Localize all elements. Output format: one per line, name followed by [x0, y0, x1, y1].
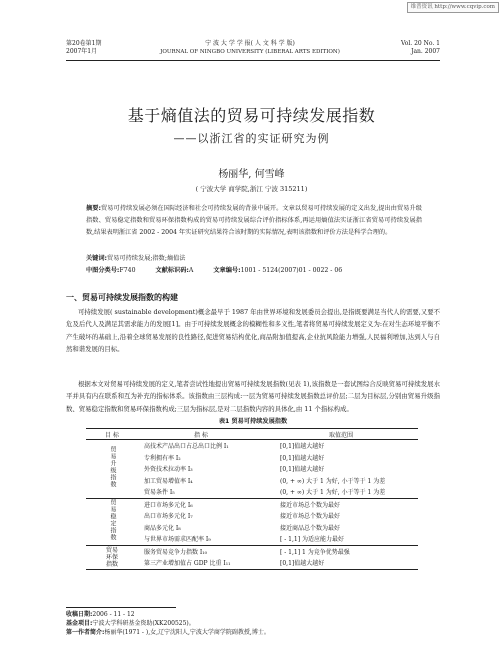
range-cell: [0,1]值越大越好 — [264, 557, 418, 569]
indicator-cell: 商品多元化 I₈ — [144, 524, 181, 532]
abstract-text: 贸易可持续发展必须在国际经济和社会可持续发展的背景中展开。文章以贸易可持续发展的定义出发,提出由贸易升级指数、贸易稳定指数和贸易环保指数构成的贸易可持续发展综合评价指标体系,再运用熵值法实证浙江省贸易可持续发展指数,结果表明浙江省 2002 - 2004 年实证研究结果符合该时期的实际情况,表明该指数和评价方法是科学合理的。 — [86, 205, 422, 236]
keywords — [86, 254, 422, 264]
author-names: 杨丽华, 何雪峰 — [218, 169, 285, 180]
range-cell: [ - 1,1] 为适应能力最好 — [280, 536, 344, 544]
footnote-rule — [66, 607, 176, 608]
indicator-cell: 专利拥有率 I₂ — [144, 454, 181, 462]
journal-name-en: JOURNAL OF NINGBO UNIVERSITY (LIBERAL ARTS EDITION) — [160, 49, 340, 55]
range-cell: 接近商品总个数为最好 — [280, 524, 341, 532]
indicator-cell: 外资技术拉动率 I₃ — [144, 466, 193, 474]
body-paragraph: 根据本文对贸易可持续发展的定义,笔者尝试性地提出贸易可持续发展指数(见表 1),该指数是一套试图综合反映贸易可持续发展水平并具有内在联系和互为补充的指标体系。该指数由三层构成:一层为贸易可持续发展指数总评价层;二层为目标层,分别由贸易升级指数、贸易稳定指数和贸易环保指数构成;三层为指标层,是对二层指数内容的具体化,由 11 个指标构成。 — [66, 380, 440, 413]
author-affiliation: ( 宁波大学 商学院,浙江 宁波 315211) — [195, 185, 308, 193]
indicator-cell: 服务贸易竞争力指数 I₁₀ — [138, 545, 264, 557]
keywords-label: 关键词: — [86, 255, 108, 262]
issue-info — [66, 40, 101, 56]
paper-title: 基于熵值法的贸易可持续发展指数 — [127, 106, 376, 125]
indicator-cell: 与世界市场需求匹配率 I₉ — [144, 536, 211, 544]
indicator-cell: 进口市场多元化 I₆ — [138, 498, 264, 510]
body-paragraph: 可持续发展( sustainable development)概念最早于 1987 年由世界环境和发展委员会提出,是指既要满足当代人的需要,又要不危及后代人及满足其需求能力的发展[1]。由于可持续发展概念的模糊性和多义性,笔者将贸易可持续发展定义为:在对生态环境平衡不产生破坏的基础上,沿着全球贸易发展的良性路径,促进贸易结构优化,商品附加值提高,企业抗风险能力增强,人民福利增加,达到人与自然和谐发展的目标。 — [66, 308, 440, 354]
table-row — [86, 498, 418, 510]
indicator-cell: 第三产业增加值占 GDP 比重 I₁₁ — [138, 557, 264, 569]
range-cell: [ - 1,1] 1 为竞争优势最强 — [264, 545, 418, 557]
col-header-indicator: 指 标 — [138, 429, 264, 440]
range-cell: (0, + ∞) 大于 1 为好, 小于等于 1 为差 — [280, 477, 386, 485]
table-row — [86, 545, 418, 557]
section-heading: 一、贸易可持续发展指数的构建 — [66, 293, 178, 302]
classification-info — [86, 266, 446, 276]
abstract-label: 摘要: — [86, 205, 101, 212]
footnote — [66, 610, 440, 637]
group-cell: 贸易升级指数 — [109, 446, 116, 489]
doc-code: 文献标识码:A — [155, 267, 194, 274]
col-header-range: 取值范围 — [264, 429, 418, 440]
range-cell: (0, + ∞) 大于 1 为好, 小于等于 1 为差 — [280, 489, 386, 497]
range-cell: [0,1]值越大越好 — [280, 454, 325, 462]
indicator-cell: 高技术产品出口占总出口比例 I₁ — [144, 443, 229, 451]
issue-date: 2007年1月 — [66, 48, 98, 55]
received-date: 收稿日期:2006 - 11 - 12 — [66, 611, 135, 618]
issue-volume-en: Vol. 20 No. 1 — [400, 40, 440, 47]
issue-info-en — [380, 40, 440, 56]
indicator-cell: 贸易条件 I₅ — [144, 489, 175, 497]
range-cell: [0,1]值越大越好 — [280, 466, 325, 474]
group-cell: 贸易稳定指数 — [86, 498, 138, 545]
fund-info: 基金项目:宁波大学科研基金资助(XK200525)。 — [66, 620, 195, 627]
header-rule — [66, 60, 440, 61]
table-caption: 表1 贸易可持续发展指数 — [218, 418, 288, 425]
article-number: 文章编号:1001 - 5124(2007)01 - 0022 - 06 — [213, 267, 343, 274]
journal-name — [150, 40, 350, 56]
indicator-cell: 加工贸易增值率 I₄ — [144, 477, 193, 485]
range-cell: 接近市场总个数为最好 — [280, 513, 341, 521]
table-row — [86, 440, 418, 452]
author-bio: 第一作者简介:杨丽华(1971 - ),女,辽宁沈阳人,宁波大学商学院副教授,博士。 — [66, 629, 270, 636]
journal-name-cn: 宁 波 大 学 学 报( 人 文 科 学 版) — [205, 40, 295, 47]
group-cell: 贸易环保指数 — [86, 545, 138, 569]
range-cell: 接近市场总个数为最好 — [264, 498, 418, 510]
col-header-goal: 目 标 — [86, 429, 138, 440]
keywords-text: 贸易可持续发展;指数;熵值法 — [107, 255, 186, 262]
watermark-stamp: 维普资讯 http://www.cqvip.com — [407, 2, 499, 13]
indicator-table — [86, 428, 418, 570]
paper-subtitle: ——以浙江省的实证研究为例 — [173, 132, 330, 145]
indicator-cell: 出口市场多元化 I₇ — [144, 513, 193, 521]
clc-number: 中图分类号:F740 — [86, 267, 136, 274]
range-cell: [0,1]值越大越好 — [280, 443, 325, 451]
table-header-row — [86, 429, 418, 440]
abstract — [86, 203, 422, 239]
issue-volume: 第20卷第1期 — [66, 40, 102, 47]
issue-date-en: Jan. 2007 — [411, 48, 440, 55]
